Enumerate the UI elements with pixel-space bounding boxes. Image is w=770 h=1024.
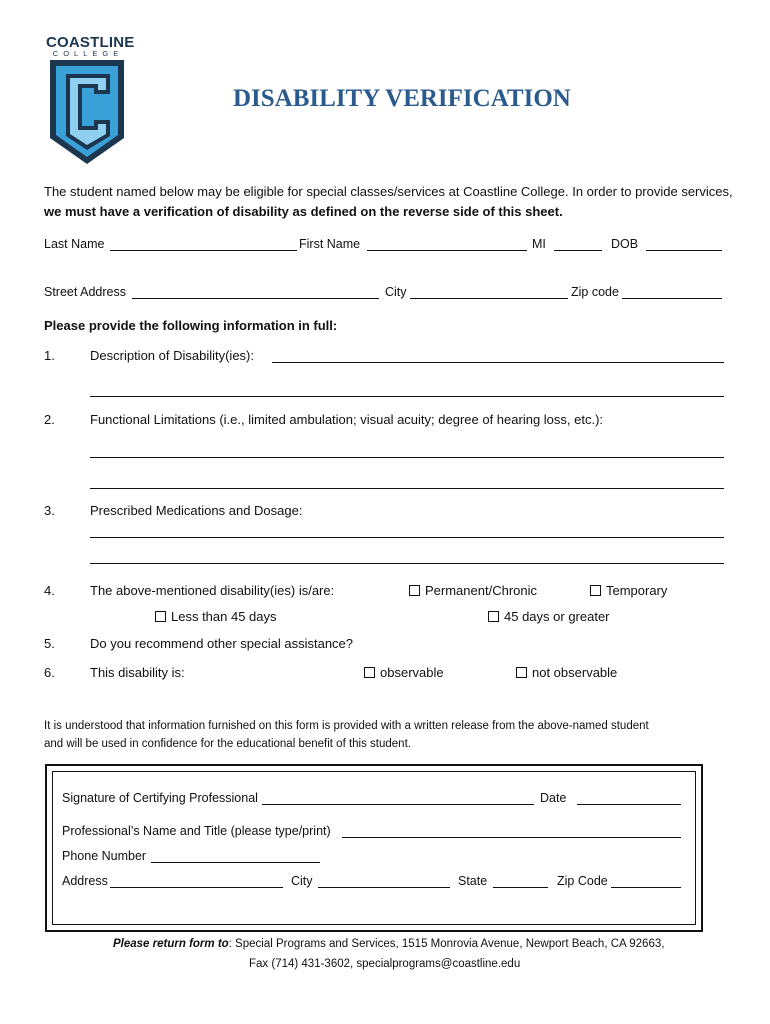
medications-field-line-2[interactable] xyxy=(90,563,724,564)
permanent-label: Permanent/Chronic xyxy=(425,583,537,598)
city-field[interactable] xyxy=(410,298,568,299)
street-address-field[interactable] xyxy=(132,298,379,299)
checkbox-icon[interactable] xyxy=(155,611,166,622)
45-days-or-greater-checkbox[interactable] xyxy=(488,609,610,624)
professional-city-field[interactable] xyxy=(318,887,450,888)
dob-field[interactable] xyxy=(646,250,722,251)
zip-code-label: Zip code xyxy=(571,285,619,299)
coastline-logo xyxy=(46,34,135,164)
professional-zip-field[interactable] xyxy=(611,887,681,888)
last-name-label: Last Name xyxy=(44,237,105,251)
return-label: Please return form to xyxy=(113,938,229,950)
return-contact: Fax (714) 431-3602, specialprograms@coastline.edu xyxy=(249,958,521,970)
section-heading: Please provide the following information in full: xyxy=(44,318,338,333)
professional-name-title-label: Professional’s Name and Title (please type/print) xyxy=(62,824,331,838)
not-observable-checkbox[interactable] xyxy=(516,665,617,680)
last-name-field[interactable] xyxy=(110,250,297,251)
checkbox-icon[interactable] xyxy=(590,585,601,596)
observable-checkbox[interactable] xyxy=(364,665,444,680)
less-than-45-days-checkbox[interactable] xyxy=(155,609,277,624)
logo-name: COASTLINE xyxy=(46,34,135,51)
mi-label: MI xyxy=(532,237,546,251)
return-address: : Special Programs and Services, 1515 Monrovia Avenue, Newport Beach, CA 92663, xyxy=(228,938,665,950)
description-field[interactable] xyxy=(272,362,724,363)
release-text-line-2: and will be used in confidence for the educational benefit of this student. xyxy=(44,738,411,750)
item-number: 2. xyxy=(44,412,55,427)
temporary-label: Temporary xyxy=(606,583,668,598)
observable-label: observable xyxy=(380,665,444,680)
item-number: 5. xyxy=(44,636,55,651)
intro-bold-text: we must have a verification of disability as defined on the reverse side of this sheet. xyxy=(44,204,563,219)
return-instructions xyxy=(113,938,664,950)
dob-label: DOB xyxy=(611,237,639,251)
signature-label: Signature of Certifying Professional xyxy=(62,791,258,805)
zip-code-field[interactable] xyxy=(622,298,722,299)
less-than-45-days-label: Less than 45 days xyxy=(171,609,277,624)
medications-field[interactable] xyxy=(90,537,724,538)
professional-state-label: State xyxy=(458,874,488,888)
checkbox-icon[interactable] xyxy=(364,667,375,678)
professional-address-label: Address xyxy=(62,874,108,888)
temporary-checkbox[interactable] xyxy=(590,583,667,598)
intro-paragraph xyxy=(44,182,734,222)
phone-number-label: Phone Number xyxy=(62,849,147,863)
medications-label: Prescribed Medications and Dosage: xyxy=(90,503,303,518)
date-label: Date xyxy=(540,791,567,805)
first-name-label: First Name xyxy=(299,237,361,251)
checkbox-icon[interactable] xyxy=(516,667,527,678)
disability-duration-label: The above-mentioned disability(ies) is/are: xyxy=(90,583,335,598)
checkbox-icon[interactable] xyxy=(409,585,420,596)
special-assistance-label: Do you recommend other special assistance? xyxy=(90,636,354,651)
description-field-line-2[interactable] xyxy=(90,396,724,397)
45-days-or-greater-label: 45 days or greater xyxy=(504,609,610,624)
observability-label: This disability is: xyxy=(90,665,185,680)
description-label: Description of Disability(ies): xyxy=(90,348,254,363)
item-number: 4. xyxy=(44,583,55,598)
first-name-field[interactable] xyxy=(367,250,527,251)
professional-city-label: City xyxy=(291,874,313,888)
shield-logo-icon xyxy=(48,60,126,164)
street-address-label: Street Address xyxy=(44,285,126,299)
item-number: 6. xyxy=(44,665,55,680)
release-text-line-1: It is understood that information furnished on this form is provided with a written release from the above-named student xyxy=(44,720,649,732)
functional-limitations-field[interactable] xyxy=(90,457,724,458)
item-number: 3. xyxy=(44,503,55,518)
city-label: City xyxy=(385,285,407,299)
professional-state-field[interactable] xyxy=(493,887,548,888)
item-number: 1. xyxy=(44,348,55,363)
not-observable-label: not observable xyxy=(532,665,618,680)
page-title: DISABILITY VERIFICATION xyxy=(233,85,571,112)
mi-field[interactable] xyxy=(554,250,602,251)
professional-address-field[interactable] xyxy=(110,887,283,888)
professional-zip-label: Zip Code xyxy=(557,874,608,888)
phone-number-field[interactable] xyxy=(151,862,320,863)
intro-text: The student named below may be eligible for special classes/services at Coastline College. In order to provide services, xyxy=(44,184,733,199)
professional-name-title-field[interactable] xyxy=(342,837,681,838)
permanent-checkbox[interactable] xyxy=(409,583,537,598)
checkbox-icon[interactable] xyxy=(488,611,499,622)
date-field[interactable] xyxy=(577,804,681,805)
functional-limitations-field-line-2[interactable] xyxy=(90,488,724,489)
signature-field[interactable] xyxy=(262,804,534,805)
functional-limitations-label: Functional Limitations (i.e., limited ambulation; visual acuity; degree of hearing loss, etc.): xyxy=(90,412,604,427)
logo-subtitle: COLLEGE xyxy=(52,49,124,58)
